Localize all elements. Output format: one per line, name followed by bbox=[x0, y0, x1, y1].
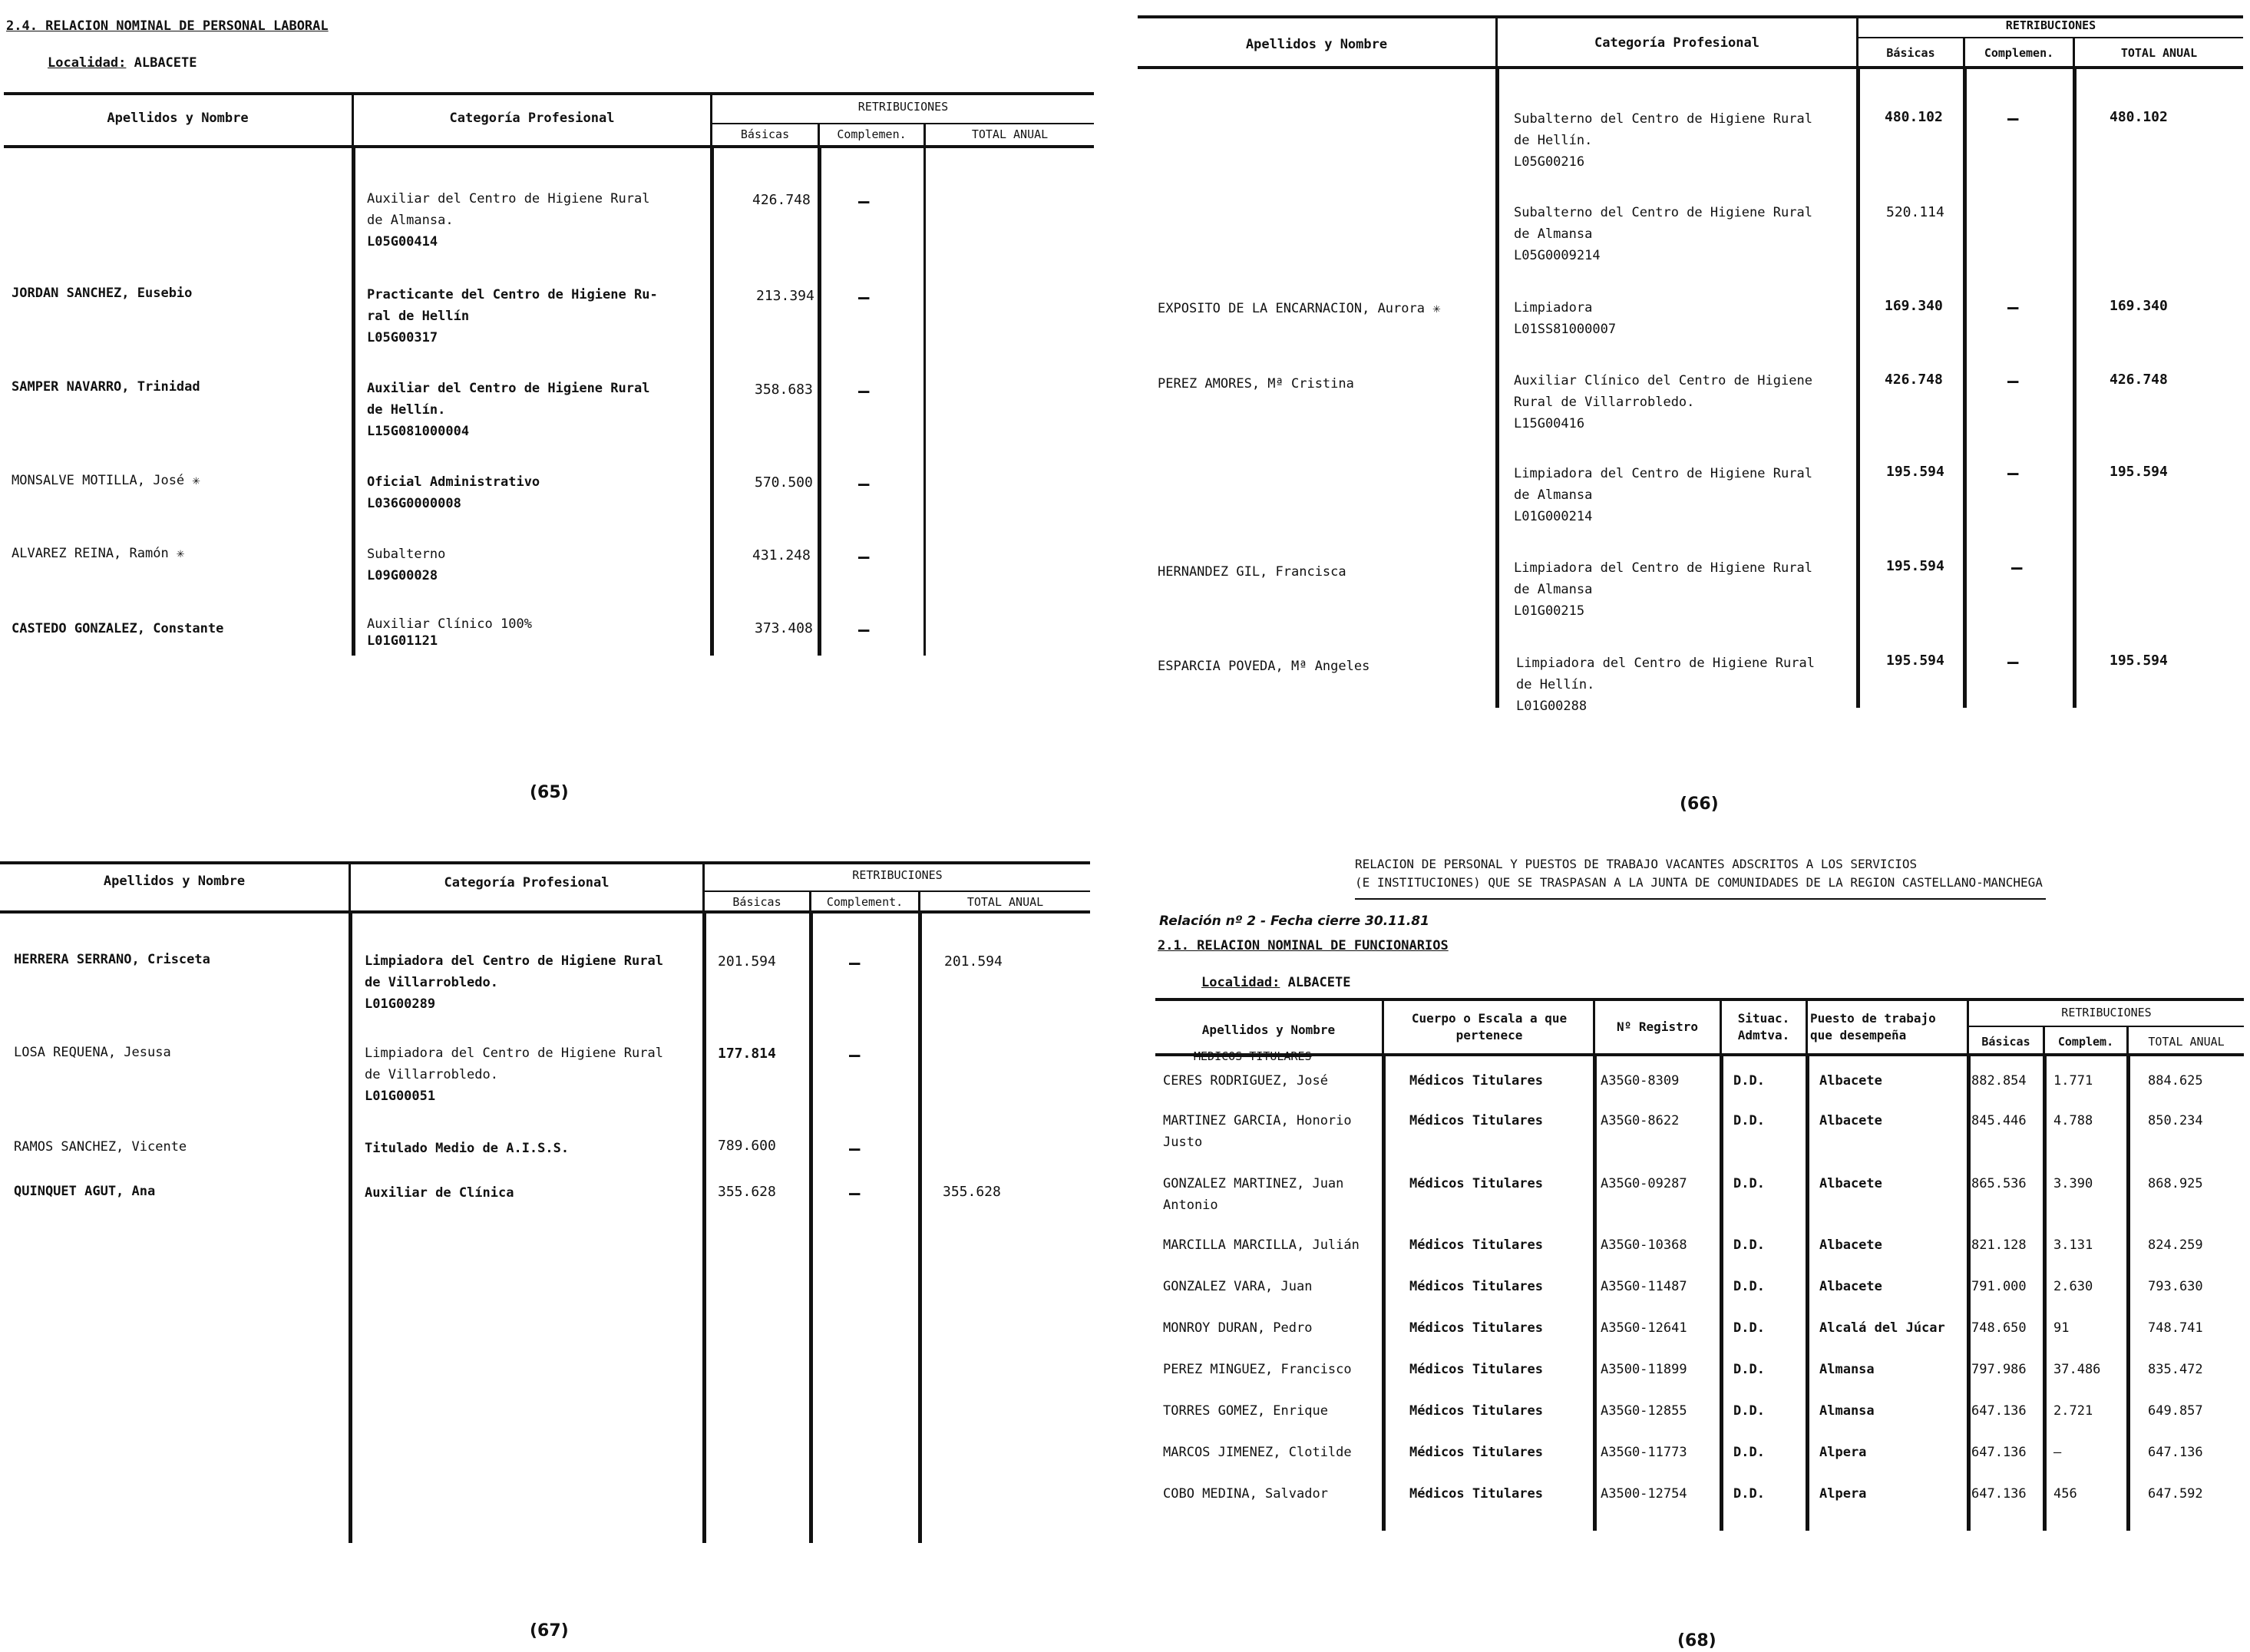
post-cell: Almansa bbox=[1819, 1403, 1875, 1419]
complement-cell: 4.788 bbox=[2053, 1113, 2093, 1128]
complement-cell: 456 bbox=[2053, 1486, 2077, 1502]
basic-cell: 177.814 bbox=[718, 1046, 776, 1062]
col-total-header: TOTAL ANUAL bbox=[971, 127, 1049, 141]
total-cell: 793.630 bbox=[2148, 1279, 2203, 1294]
name-cell: ALVAREZ REINA, Ramón ✳ bbox=[12, 546, 185, 561]
name-cell: SAMPER NAVARRO, Trinidad bbox=[12, 379, 200, 395]
situation-cell: D.D. bbox=[1733, 1445, 1765, 1460]
col-situation-header: Situac. Admtva. bbox=[1737, 1011, 1790, 1042]
name-line: CERES RODRIGUEZ, José bbox=[1163, 1073, 1328, 1089]
complement-cell: — bbox=[2007, 651, 2019, 672]
col-registry-header: Nº Registro bbox=[1617, 1019, 1698, 1034]
corps-cell: Médicos Titulares bbox=[1409, 1445, 1543, 1460]
basic-cell: 373.408 bbox=[755, 620, 813, 636]
col-complement-header: Complem. bbox=[2057, 1035, 2114, 1049]
post-cell: Albacete bbox=[1819, 1279, 1882, 1294]
complement-cell: — bbox=[2007, 462, 2019, 484]
name-cell bbox=[1163, 1234, 1360, 1256]
name-line: MARCILLA MARCILLA, Julián bbox=[1163, 1237, 1360, 1253]
post-cell: Alpera bbox=[1819, 1445, 1867, 1460]
total-cell: 480.102 bbox=[2110, 109, 2168, 125]
total-cell: 884.625 bbox=[2148, 1073, 2203, 1089]
complement-cell: 91 bbox=[2053, 1320, 2070, 1336]
col-name-header: Apellidos y Nombre bbox=[103, 874, 246, 889]
total-cell: 647.592 bbox=[2148, 1486, 2203, 1502]
col-basic-header: Básicas bbox=[740, 127, 790, 141]
category-cell: Subalterno del Centro de Higiene Rural de Almansa L05G0009214 bbox=[1514, 205, 1812, 263]
col-complement-header: Complemen. bbox=[837, 127, 907, 141]
complement-cell: — bbox=[858, 380, 870, 401]
complement-cell: — bbox=[858, 619, 870, 640]
situation-cell: D.D. bbox=[1733, 1403, 1765, 1419]
basic-cell: 358.683 bbox=[755, 382, 813, 398]
name-line: MARCOS JIMENEZ, Clotilde bbox=[1163, 1445, 1352, 1460]
registry-cell: A35G0-11487 bbox=[1601, 1279, 1687, 1294]
corps-cell: Médicos Titulares bbox=[1409, 1279, 1543, 1294]
basic-cell: 169.340 bbox=[1885, 298, 1943, 314]
registry-cell: A35G0-8622 bbox=[1601, 1113, 1680, 1128]
complement-cell: — bbox=[849, 1182, 861, 1204]
complement-cell: — bbox=[2007, 370, 2019, 392]
corps-cell: Médicos Titulares bbox=[1409, 1176, 1543, 1191]
col-total-header: TOTAL ANUAL bbox=[966, 895, 1044, 909]
col-basic-header: Básicas bbox=[1886, 46, 1935, 60]
total-cell: 835.472 bbox=[2148, 1362, 2203, 1377]
col-basic-header: Básicas bbox=[732, 895, 781, 909]
name-cell: LOSA REQUENA, Jesusa bbox=[14, 1045, 171, 1060]
category-cell: Practicante del Centro de Higiene Ru- ral de Hellín L05G00317 bbox=[367, 287, 658, 345]
corps-cell: Médicos Titulares bbox=[1409, 1486, 1543, 1502]
basic-cell: 431.248 bbox=[752, 547, 811, 563]
total-cell: 850.234 bbox=[2148, 1113, 2203, 1128]
col-retributions-header: RETRIBUCIONES bbox=[857, 100, 949, 114]
basic-cell: 570.500 bbox=[755, 474, 813, 491]
corps-cell: Médicos Titulares bbox=[1409, 1362, 1543, 1377]
total-cell: 195.594 bbox=[2110, 464, 2168, 480]
post-cell: Almansa bbox=[1819, 1362, 1875, 1377]
complement-cell: 2.630 bbox=[2053, 1279, 2093, 1294]
col-complement-header: Complemen. bbox=[1984, 46, 2054, 60]
name-cell bbox=[1163, 1110, 1352, 1153]
locality: Localidad: ALBACETE bbox=[1201, 975, 1351, 990]
complement-cell: — bbox=[849, 952, 861, 973]
total-cell: 647.136 bbox=[2148, 1445, 2203, 1460]
basic-cell: 201.594 bbox=[718, 953, 776, 970]
col-category-header: Categoría Profesional bbox=[449, 111, 615, 126]
col-complement-header: Complement. bbox=[826, 895, 904, 909]
category-cell: Subalterno del Centro de Higiene Rural de Hellín. L05G00216 bbox=[1514, 111, 1812, 170]
complement-cell: 3.390 bbox=[2053, 1176, 2093, 1191]
situation-cell: D.D. bbox=[1733, 1073, 1765, 1089]
category-cell: Oficial Administrativo L036G0000008 bbox=[367, 474, 540, 511]
post-cell: Albacete bbox=[1819, 1113, 1882, 1128]
registry-cell: A35G0-8309 bbox=[1601, 1073, 1680, 1089]
document-title: RELACION DE PERSONAL Y PUESTOS DE TRABAJO VACANTES ADSCRITOS A LOS SERVICIOS (E INSTITUCIONES) QUE SE TRASPASAN A LA JUNTA DE COMUNIDADES DE LA REGION CASTELLANO-MANCHEGA bbox=[1355, 857, 2043, 890]
subheading: MEDICOS TITULARES bbox=[1194, 1049, 1312, 1063]
name-cell: QUINQUET AGUT, Ana bbox=[14, 1184, 156, 1199]
total-cell: 649.857 bbox=[2148, 1403, 2203, 1419]
registry-cell: A3500-11899 bbox=[1601, 1362, 1687, 1377]
registry-cell: A35G0-12855 bbox=[1601, 1403, 1687, 1419]
basic-cell: 195.594 bbox=[1886, 653, 1944, 669]
complement-cell: — bbox=[849, 1044, 861, 1066]
col-total-header: TOTAL ANUAL bbox=[2120, 46, 2198, 60]
corps-cell: Médicos Titulares bbox=[1409, 1113, 1543, 1128]
category-cell: Auxiliar Clínico del Centro de Higiene Rural de Villarrobledo. L15G00416 bbox=[1514, 373, 1812, 431]
category-cell: Limpiadora del Centro de Higiene Rural de Villarrobledo. L01G00051 bbox=[365, 1046, 663, 1104]
category-cell: Auxiliar del Centro de Higiene Rural de Almansa. L05G00414 bbox=[367, 191, 650, 249]
name-line: TORRES GOMEZ, Enrique bbox=[1163, 1403, 1328, 1419]
col-basic-header: Básicas bbox=[1981, 1035, 2030, 1049]
basic-cell: 845.446 bbox=[1971, 1113, 2027, 1128]
registry-cell: A35G0-09287 bbox=[1601, 1176, 1687, 1191]
col-post-header: Puesto de trabajo que desempeña bbox=[1810, 1011, 1936, 1042]
basic-cell: 882.854 bbox=[1971, 1073, 2027, 1089]
complement-cell: — bbox=[2053, 1445, 2062, 1460]
total-cell: 201.594 bbox=[944, 953, 1003, 970]
basic-cell: 480.102 bbox=[1885, 109, 1943, 125]
situation-cell: D.D. bbox=[1733, 1320, 1765, 1336]
name-cell bbox=[1163, 1400, 1328, 1422]
basic-cell: 865.536 bbox=[1971, 1176, 2027, 1191]
relation-line: Relación nº 2 - Fecha cierre 30.11.81 bbox=[1159, 914, 1429, 929]
name-line: PEREZ MINGUEZ, Francisco bbox=[1163, 1362, 1352, 1377]
corps-cell: Médicos Titulares bbox=[1409, 1237, 1543, 1253]
name-cell bbox=[1163, 1276, 1312, 1297]
category-cell: Limpiadora del Centro de Higiene Rural de Almansa L01G00215 bbox=[1514, 560, 1812, 619]
category-cell: Titulado Medio de A.I.S.S. bbox=[365, 1141, 570, 1156]
situation-cell: D.D. bbox=[1733, 1176, 1765, 1191]
page-number: (66) bbox=[1680, 795, 1719, 814]
total-cell: 824.259 bbox=[2148, 1237, 2203, 1253]
basic-cell: 748.650 bbox=[1971, 1320, 2027, 1336]
col-name-header: Apellidos y Nombre bbox=[1245, 37, 1388, 52]
name-cell: CASTEDO GONZALEZ, Constante bbox=[12, 621, 224, 636]
basic-cell: 647.136 bbox=[1971, 1403, 2027, 1419]
name-cell bbox=[1163, 1483, 1328, 1505]
basic-cell: 791.000 bbox=[1971, 1279, 2027, 1294]
complement-cell: — bbox=[858, 190, 870, 212]
basic-cell: 355.628 bbox=[718, 1184, 776, 1200]
total-cell: 169.340 bbox=[2110, 298, 2168, 314]
basic-cell: 821.128 bbox=[1971, 1237, 2027, 1253]
complement-cell: 3.131 bbox=[2053, 1237, 2093, 1253]
corps-cell: Médicos Titulares bbox=[1409, 1403, 1543, 1419]
basic-cell: 426.748 bbox=[1885, 372, 1943, 388]
name-cell: EXPOSITO DE LA ENCARNACION, Aurora ✳ bbox=[1158, 301, 1441, 316]
name-cell: MONSALVE MOTILLA, José ✳ bbox=[12, 473, 200, 488]
total-cell: 195.594 bbox=[2110, 653, 2168, 669]
complement-cell: — bbox=[858, 473, 870, 494]
complement-cell: 2.721 bbox=[2053, 1403, 2093, 1419]
complement-cell: 1.771 bbox=[2053, 1073, 2093, 1089]
name-cell: HERNANDEZ GIL, Francisca bbox=[1158, 564, 1346, 580]
registry-cell: A35G0-11773 bbox=[1601, 1445, 1687, 1460]
basic-cell: 647.136 bbox=[1971, 1486, 2027, 1502]
col-category-header: Categoría Profesional bbox=[444, 875, 610, 890]
registry-cell: A3500-12754 bbox=[1601, 1486, 1687, 1502]
page-number: (68) bbox=[1677, 1631, 1716, 1650]
total-cell: 355.628 bbox=[943, 1184, 1001, 1200]
basic-cell: 789.600 bbox=[718, 1138, 776, 1154]
category-cell: Auxiliar del Centro de Higiene Rural de Hellín. L15G081000004 bbox=[367, 381, 650, 439]
corps-cell: Médicos Titulares bbox=[1409, 1320, 1543, 1336]
basic-cell: 520.114 bbox=[1886, 204, 1944, 220]
col-name-header: Apellidos y Nombre bbox=[1201, 1023, 1336, 1037]
category-cell: Limpiadora del Centro de Higiene Rural de Almansa L01G000214 bbox=[1514, 466, 1812, 524]
name-cell: HERRERA SERRANO, Crisceta bbox=[14, 952, 210, 967]
name-cell: JORDAN SANCHEZ, Eusebio bbox=[12, 286, 193, 301]
basic-cell: 213.394 bbox=[756, 288, 814, 304]
situation-cell: D.D. bbox=[1733, 1113, 1765, 1128]
col-category-header: Categoría Profesional bbox=[1594, 35, 1759, 51]
col-retributions-header: RETRIBUCIONES bbox=[2061, 1006, 2152, 1019]
basic-cell: 195.594 bbox=[1886, 464, 1944, 480]
section-title: 2.1. RELACION NOMINAL DE FUNCIONARIOS bbox=[1158, 938, 1449, 953]
name-line: Antonio bbox=[1163, 1198, 1218, 1213]
col-retributions-header: RETRIBUCIONES bbox=[852, 868, 943, 882]
name-cell: RAMOS SANCHEZ, Vicente bbox=[14, 1139, 187, 1155]
basic-cell: 647.136 bbox=[1971, 1445, 2027, 1460]
name-line: Justo bbox=[1163, 1135, 1203, 1150]
complement-cell: — bbox=[858, 546, 870, 567]
total-cell: 868.925 bbox=[2148, 1176, 2203, 1191]
post-cell: Albacete bbox=[1819, 1237, 1882, 1253]
category-cell: Auxiliar de Clínica bbox=[365, 1185, 514, 1201]
complement-cell: — bbox=[2007, 296, 2019, 318]
registry-cell: A35G0-12641 bbox=[1601, 1320, 1687, 1336]
col-total-header: TOTAL ANUAL bbox=[2148, 1035, 2225, 1049]
page-number: (67) bbox=[530, 1621, 569, 1640]
section-title: 2.4. RELACION NOMINAL DE PERSONAL LABORAL bbox=[6, 18, 329, 34]
situation-cell: D.D. bbox=[1733, 1362, 1765, 1377]
basic-cell: 426.748 bbox=[752, 192, 811, 208]
col-retributions-header: RETRIBUCIONES bbox=[2005, 18, 2096, 32]
name-line: GONZALEZ MARTINEZ, Juan bbox=[1163, 1176, 1344, 1191]
locality: Localidad: ALBACETE bbox=[48, 55, 197, 71]
name-cell bbox=[1163, 1317, 1312, 1339]
complement-cell: — bbox=[2007, 107, 2019, 129]
category-cell: Limpiadora del Centro de Higiene Rural de Villarrobledo. L01G00289 bbox=[365, 953, 663, 1012]
name-cell bbox=[1163, 1173, 1343, 1216]
corps-cell: Médicos Titulares bbox=[1409, 1073, 1543, 1089]
basic-cell: 797.986 bbox=[1971, 1362, 2027, 1377]
complement-cell: — bbox=[858, 286, 870, 308]
name-cell bbox=[1163, 1070, 1328, 1092]
post-cell: Alpera bbox=[1819, 1486, 1867, 1502]
post-cell: Albacete bbox=[1819, 1073, 1882, 1089]
complement-cell: 37.486 bbox=[2053, 1362, 2101, 1377]
category-cell: Auxiliar Clínico 100% L01G01121 bbox=[367, 616, 532, 649]
situation-cell: D.D. bbox=[1733, 1486, 1765, 1502]
name-line: MARTINEZ GARCIA, Honorio bbox=[1163, 1113, 1352, 1128]
name-cell: PEREZ AMORES, Mª Cristina bbox=[1158, 376, 1354, 392]
post-cell: Alcalá del Júcar bbox=[1819, 1320, 1945, 1336]
total-cell: 748.741 bbox=[2148, 1320, 2203, 1336]
name-cell bbox=[1163, 1359, 1352, 1380]
name-line: GONZALEZ VARA, Juan bbox=[1163, 1279, 1313, 1294]
name-line: MONROY DURAN, Pedro bbox=[1163, 1320, 1313, 1336]
name-cell bbox=[1163, 1442, 1352, 1463]
name-cell: ESPARCIA POVEDA, Mª Angeles bbox=[1158, 659, 1370, 674]
name-line: COBO MEDINA, Salvador bbox=[1163, 1486, 1328, 1502]
basic-cell: 195.594 bbox=[1886, 558, 1944, 574]
situation-cell: D.D. bbox=[1733, 1237, 1765, 1253]
category-cell: Limpiadora L01SS81000007 bbox=[1514, 300, 1617, 337]
page-number: (65) bbox=[530, 783, 569, 802]
registry-cell: A35G0-10368 bbox=[1601, 1237, 1687, 1253]
category-cell: Limpiadora del Centro de Higiene Rural de Hellín. L01G00288 bbox=[1516, 656, 1815, 714]
category-cell: Subalterno L09G00028 bbox=[367, 547, 446, 583]
post-cell: Albacete bbox=[1819, 1176, 1882, 1191]
situation-cell: D.D. bbox=[1733, 1279, 1765, 1294]
col-name-header: Apellidos y Nombre bbox=[107, 111, 249, 126]
total-cell: 426.748 bbox=[2110, 372, 2168, 388]
complement-cell: — bbox=[2011, 557, 2023, 578]
complement-cell: — bbox=[849, 1138, 861, 1159]
col-corps-header: Cuerpo o Escala a que pertenece bbox=[1411, 1011, 1568, 1042]
